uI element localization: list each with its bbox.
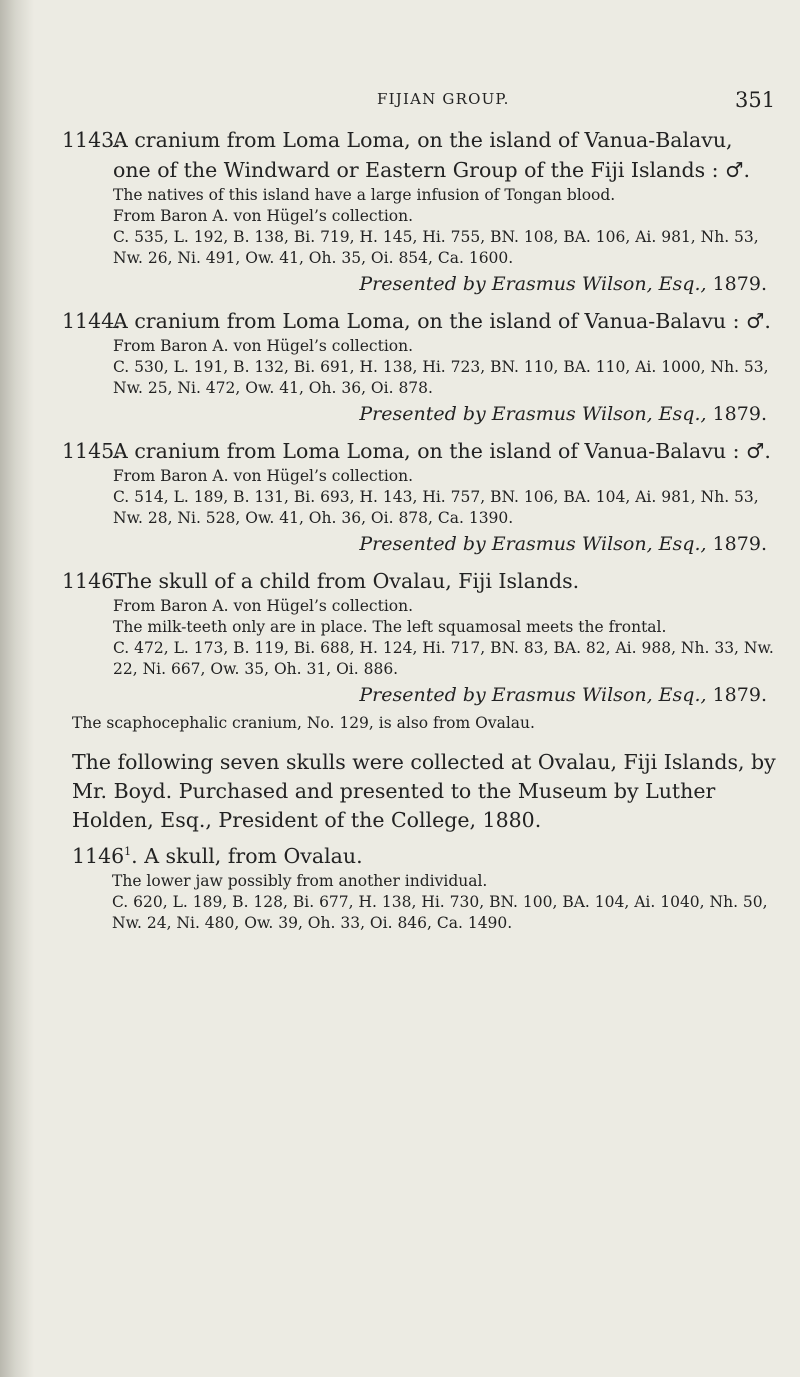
catalogue-entry-1146 xyxy=(62,566,776,708)
running-head: FIJIAN GROUP. xyxy=(377,90,510,108)
page-header xyxy=(0,90,800,120)
entry-presented-by xyxy=(62,682,776,708)
entry-heading xyxy=(62,566,776,596)
entry-presented-by xyxy=(62,271,776,297)
entry-number: 1146. xyxy=(62,569,121,593)
entry-title: The skull of a child from Ovalau, Fiji Islands. xyxy=(113,569,580,593)
presenter: Presented by Erasmus Wilson, Esq., xyxy=(359,273,707,295)
presenter: Presented by Erasmus Wilson, Esq., xyxy=(359,533,707,555)
entry-title: A cranium from Loma Loma, on the island of Vanua-Balavu : ♂. xyxy=(113,439,771,463)
page-body xyxy=(62,125,776,934)
entry-number: 1143. xyxy=(62,128,121,152)
entry-title: A cranium from Loma Loma, on the island of Vanua-Balavu, one of the Windward or Eastern Group of the Fiji Islands : ♂. xyxy=(113,128,750,182)
page-number: 351 xyxy=(735,88,776,112)
entry-number: 1144. xyxy=(62,309,121,333)
catalogue-entry-1143 xyxy=(62,125,776,297)
entry-provenance: From Baron A. von Hügel’s collection. xyxy=(113,207,414,225)
entry-measurements: C. 530, L. 191, B. 132, Bi. 691, H. 138, Hi. 723, BN. 110, BA. 110, Ai. 1000, Nh. 53, Nw. 25, Ni. 472, Ow. 41, Oh. 36, Oi. 878. xyxy=(113,358,769,397)
presented-year: 1879. xyxy=(712,684,767,706)
entry-note: The natives of this island have a large infusion of Tongan blood. xyxy=(113,186,616,204)
entry-title: A cranium from Loma Loma, on the island of Vanua-Balavu : ♂. xyxy=(113,309,771,333)
collection-paragraph: The following seven skulls were collected at Ovalau, Fiji Islands, by Mr. Boyd. Purchased and presented to the Museum by Luther Holden, Esq., President of the College, 1880. xyxy=(72,750,776,832)
entry-number: 1145. xyxy=(62,439,121,463)
page-edge-shadow xyxy=(0,0,34,1377)
entry-provenance: From Baron A. von Hügel’s collection. xyxy=(113,597,414,615)
entry-heading xyxy=(62,125,776,185)
presenter: Presented by Erasmus Wilson, Esq., xyxy=(359,684,707,706)
entry-measurements: C. 620, L. 189, B. 128, Bi. 677, H. 138, Hi. 730, BN. 100, BA. 104, Ai. 1040, Nh. 50, Nw. 24, Ni. 480, Ow. 39, Oh. 33, Oi. 846, Ca. 1490. xyxy=(112,893,768,932)
entry-heading xyxy=(62,436,776,466)
presented-year: 1879. xyxy=(712,403,767,425)
entry-number-superscript: 1 xyxy=(124,845,132,859)
entry-presented-by xyxy=(62,401,776,427)
entry-presented-by xyxy=(62,531,776,557)
catalogue-entry-1144 xyxy=(62,306,776,427)
entry-provenance: From Baron A. von Hügel’s collection. xyxy=(113,337,414,355)
entry-measurements: C. 472, L. 173, B. 119, Bi. 688, H. 124, Hi. 717, BN. 83, BA. 82, Ai. 988, Nh. 33, Nw. 22, Ni. 667, Ow. 35, Oh. 31, Oi. 886. xyxy=(113,639,774,678)
entry-measurements: C. 514, L. 189, B. 131, Bi. 693, H. 143, Hi. 757, BN. 106, BA. 104, Ai. 981, Nh. 53, Nw. 28, Ni. 528, Ow. 41, Oh. 36, Oi. 878, Ca. 1390. xyxy=(113,488,759,527)
catalogue-entry-1145 xyxy=(62,436,776,557)
scaphocephalic-note: The scaphocephalic cranium, No. 129, is also from Ovalau. xyxy=(72,714,535,732)
entry-heading xyxy=(72,841,776,871)
entry-number: 1146 xyxy=(72,844,125,868)
entry-note: The lower jaw possibly from another individual. xyxy=(112,872,488,890)
entry-measurements: C. 535, L. 192, B. 138, Bi. 719, H. 145, Hi. 755, BN. 108, BA. 106, Ai. 981, Nh. 53, Nw. 26, Ni. 491, Ow. 41, Oh. 35, Oi. 854, Ca. 1600. xyxy=(113,228,759,267)
entry-heading xyxy=(62,306,776,336)
presenter: Presented by Erasmus Wilson, Esq., xyxy=(359,403,707,425)
presented-year: 1879. xyxy=(712,533,767,555)
entry-title: . A skull, from Ovalau. xyxy=(131,844,363,868)
entry-note: The milk-teeth only are in place. The left squamosal meets the frontal. xyxy=(113,618,667,636)
presented-year: 1879. xyxy=(712,273,767,295)
catalogue-entry-1146-1 xyxy=(62,841,776,934)
entry-provenance: From Baron A. von Hügel’s collection. xyxy=(113,467,414,485)
